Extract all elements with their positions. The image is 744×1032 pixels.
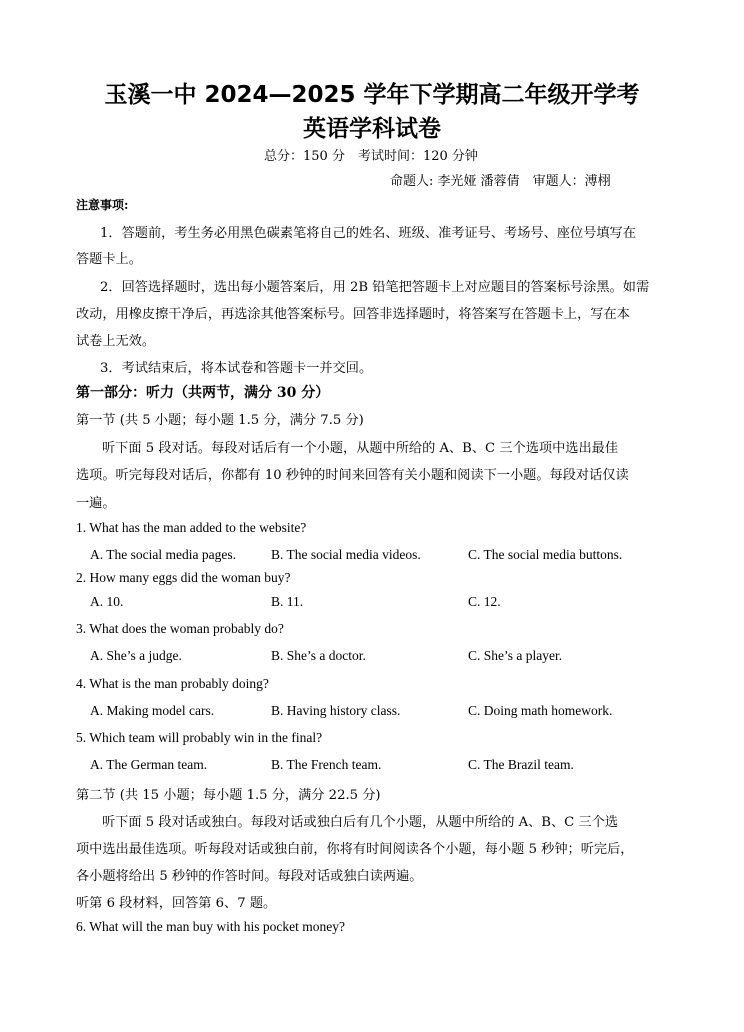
question-2-option-c: C. 12. [468,594,501,609]
section1-heading: 第一节 (共 5 小题；每小题 1.5 分，满分 7.5 分) [76,413,364,428]
section2-instructions-cont: 项中选出最佳选项。听每段对话或独白前，你将有时间阅读各个小题，每小题 5 秒钟；听完后， [76,842,634,857]
notice-item-1: 1．答题前，考生务必用黑色碳素笔将自己的姓名、班级、准考证号、考场号、座位号填写在 [100,226,636,241]
score-time-info: 总分：150 分 考试时间：120 分钟 [264,149,478,164]
section1-instructions-cont2: 一遍。 [76,496,116,511]
question-4-option-a: A. Making model cars. [90,703,215,718]
question-1-option-c: C. The social media buttons. [468,547,623,562]
part1-heading: 第一部分：听力（共两节，满分 30 分） [76,385,330,401]
question-2-stem: 2. How many eggs did the woman buy? [76,570,291,585]
notice-heading: 注意事项: [76,198,129,212]
question-6-stem: 6. What will the man buy with his pocket money? [76,919,345,934]
question-5-option-b: B. The French team. [271,757,382,772]
section1-instructions: 听下面 5 段对话。每段对话后有一个小题，从题中所给的 A、B、C 三个选项中选出最佳 [102,441,619,456]
author-info: 命题人: 李光娅 潘蓉倩 审题人：溥栩 [390,174,611,189]
question-1-stem: 1. What has the man added to the website? [76,520,307,535]
question-4-stem: 4. What is the man probably doing? [76,676,269,691]
question-5-option-a: A. The German team. [90,757,208,772]
question-3-stem: 3. What does the woman probably do? [76,621,284,636]
section2-instructions-cont2: 各小题将给出 5 秒钟的作答时间。每段对话或独白读两遍。 [76,869,423,884]
question-2-option-b: B. 11. [271,594,304,609]
exam-title: 玉溪一中 2024—2025 学年下学期高二年级开学考 [104,82,640,108]
question-2-option-a: A. 10. [90,594,124,609]
section1-instructions-cont: 选项。听完每段对话后，你都有 10 秒钟的时间来回答有关小题和阅读下一小题。每段对话仅读 [76,468,629,483]
question-1-option-a: A. The social media pages. [90,547,236,562]
question-3-option-b: B. She’s a doctor. [271,648,366,663]
question-3-option-a: A. She’s a judge. [90,648,182,663]
material-6-instruction: 听第 6 段材料，回答第 6、7 题。 [76,896,277,911]
section2-instructions: 听下面 5 段对话或独白。每段对话或独白后有几个小题，从题中所给的 A、B、C 三个选 [102,815,619,830]
question-5-stem: 5. Which team will probably win in the final? [76,730,323,745]
question-3-option-c: C. She’s a player. [468,648,563,663]
question-4-option-c: C. Doing math homework. [468,703,613,718]
question-5-option-c: C. The Brazil team. [468,757,574,772]
notice-item-2-cont2: 试卷上无效。 [76,334,156,349]
question-1-option-b: B. The social media videos. [271,547,421,562]
notice-item-2: 2．回答选择题时，选出每小题答案后，用 2B 铅笔把答题卡上对应题目的答案标号涂黑。如需 [100,280,650,295]
question-4-option-b: B. Having history class. [271,703,401,718]
notice-item-1-cont: 答题卡上。 [76,252,142,267]
notice-item-2-cont: 改动，用橡皮擦干净后，再选涂其他答案标号。回答非选择题时，将答案写在答题卡上，写在本 [76,307,630,322]
section2-heading: 第二节 (共 15 小题；每小题 1.5 分，满分 22.5 分) [76,788,381,803]
notice-item-3: 3．考试结束后，将本试卷和答题卡一并交回。 [100,361,373,376]
exam-subject-title: 英语学科试卷 [303,116,441,142]
